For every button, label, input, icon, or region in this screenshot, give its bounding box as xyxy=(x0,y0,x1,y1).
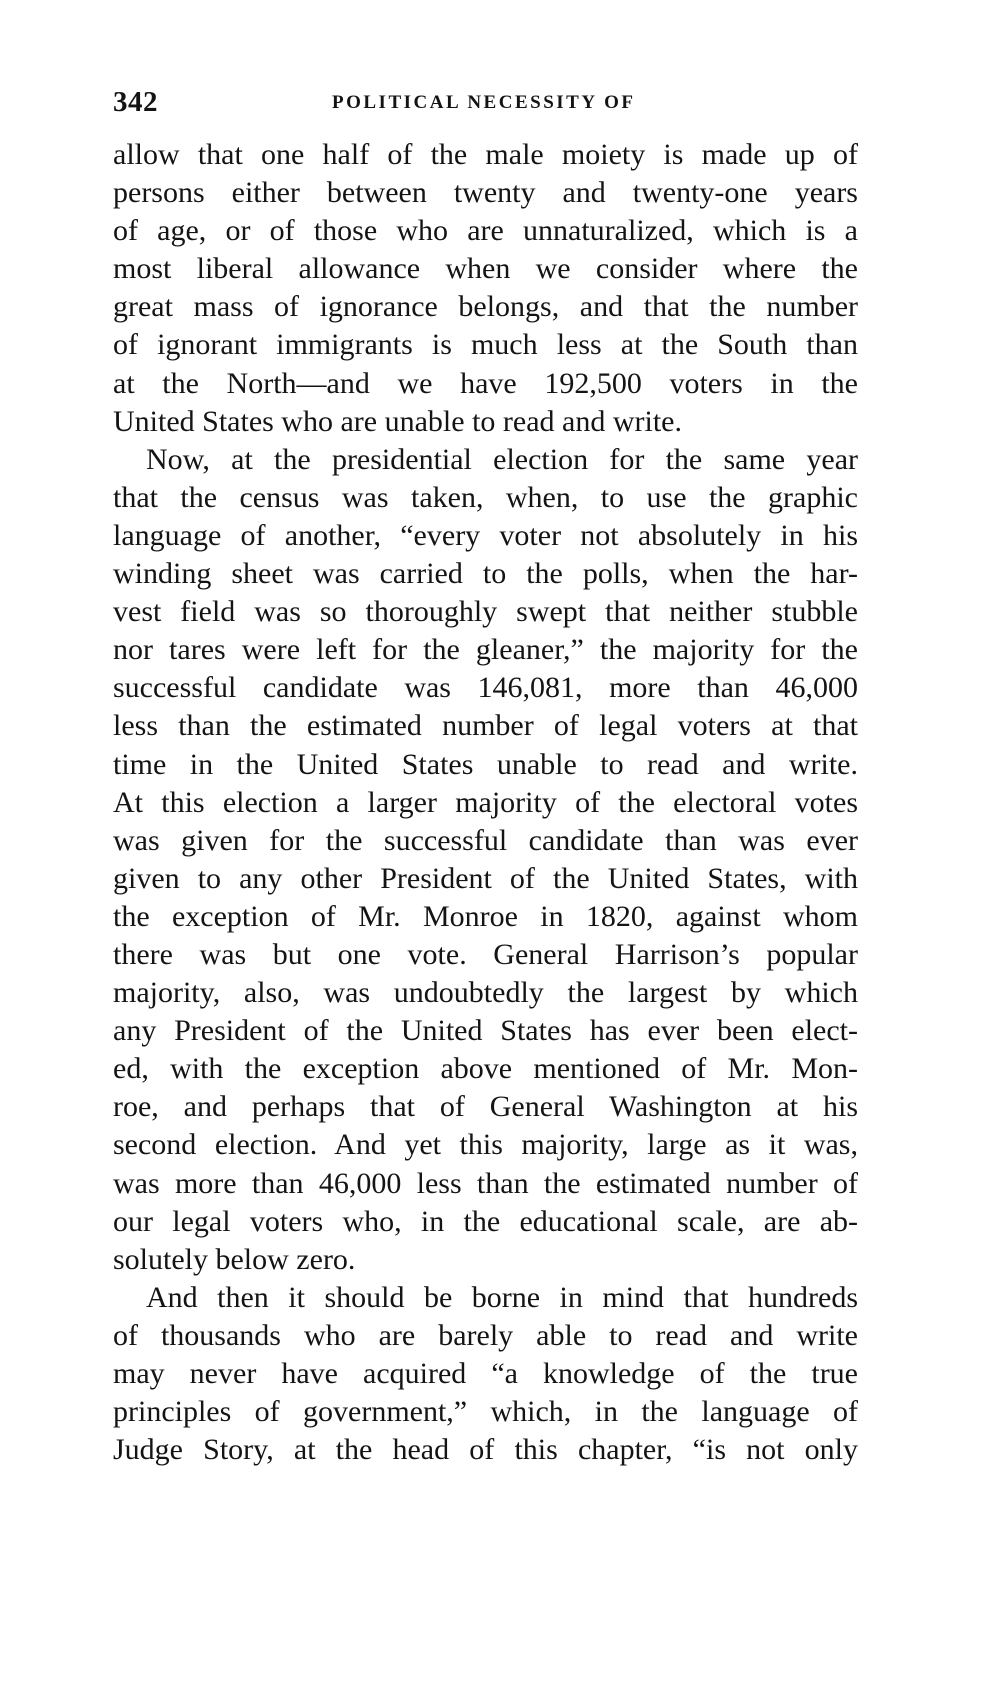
text-line: At this election a larger majority of the electoral votes xyxy=(113,785,858,819)
text-line: less than the estimated number of legal voters at that xyxy=(113,709,858,743)
text-line: the exception of Mr. Monroe in 1820, against whom xyxy=(113,899,858,933)
text-line: of ignorant immigrants is much less at the South than xyxy=(113,328,858,362)
running-head: POLITICAL NECESSITY OF xyxy=(332,92,636,113)
paragraph xyxy=(113,441,858,1279)
text-line: Judge Story, at the head of this chapter, “is not only xyxy=(113,1433,858,1467)
text-line: language of another, “every voter not absolutely in his xyxy=(113,518,858,552)
text-line: that the census was taken, when, to use the graphic xyxy=(113,480,858,514)
text-line: allow that one half of the male moiety is made up of xyxy=(113,138,858,171)
body-text xyxy=(113,136,858,1469)
text-line: United States who are unable to read and write. xyxy=(113,404,682,438)
page-number: 342 xyxy=(113,86,158,118)
text-line: majority, also, was undoubtedly the largest by which xyxy=(113,976,858,1010)
text-line: persons either between twenty and twenty-one years xyxy=(113,176,858,210)
text-line: principles of government,” which, in the language of xyxy=(113,1395,858,1429)
text-line: vest field was so thoroughly swept that neither stubble xyxy=(113,595,858,629)
text-line: second election. And yet this majority, large as it was, xyxy=(113,1128,858,1162)
text-line: great mass of ignorance belongs, and that the number xyxy=(113,290,858,324)
text-line: was more than 46,000 less than the estimated number of xyxy=(113,1166,858,1200)
text-line: roe, and perhaps that of General Washington at his xyxy=(113,1090,858,1124)
text-line: of age, or of those who are unnaturalized, which is a xyxy=(113,214,858,248)
paragraph xyxy=(113,136,858,441)
text-line: was given for the successful candidate than was ever xyxy=(113,823,858,857)
text-line: may never have acquired “a knowledge of the true xyxy=(113,1357,858,1390)
text-line: winding sheet was carried to the polls, when the har- xyxy=(113,557,858,591)
text-line: nor tares were left for the gleaner,” the majority for the xyxy=(113,633,858,667)
text-line: solutely below zero. xyxy=(113,1242,356,1276)
text-line: Now, at the presidential election for the same year xyxy=(146,442,858,476)
text-line: of thousands who are barely able to read and write xyxy=(113,1318,858,1352)
text-line: our legal voters who, in the educational scale, are ab- xyxy=(113,1204,858,1238)
page-header xyxy=(113,86,858,122)
text-line: time in the United States unable to read and write. xyxy=(113,747,858,781)
text-line: most liberal allowance when we consider where the xyxy=(113,252,858,286)
text-line: there was but one vote. General Harrison’s popular xyxy=(113,937,858,971)
text-line: at the North—and we have 192,500 voters in the xyxy=(113,366,858,400)
text-line: And then it should be borne in mind that hundreds xyxy=(146,1280,858,1314)
text-line: successful candidate was 146,081, more than 46,000 xyxy=(113,671,858,705)
text-line: any President of the United States has ever been elect- xyxy=(113,1014,858,1048)
text-line: given to any other President of the United States, with xyxy=(113,861,858,895)
paragraph xyxy=(113,1279,858,1469)
text-line: ed, with the exception above mentioned of Mr. Mon- xyxy=(113,1052,858,1086)
